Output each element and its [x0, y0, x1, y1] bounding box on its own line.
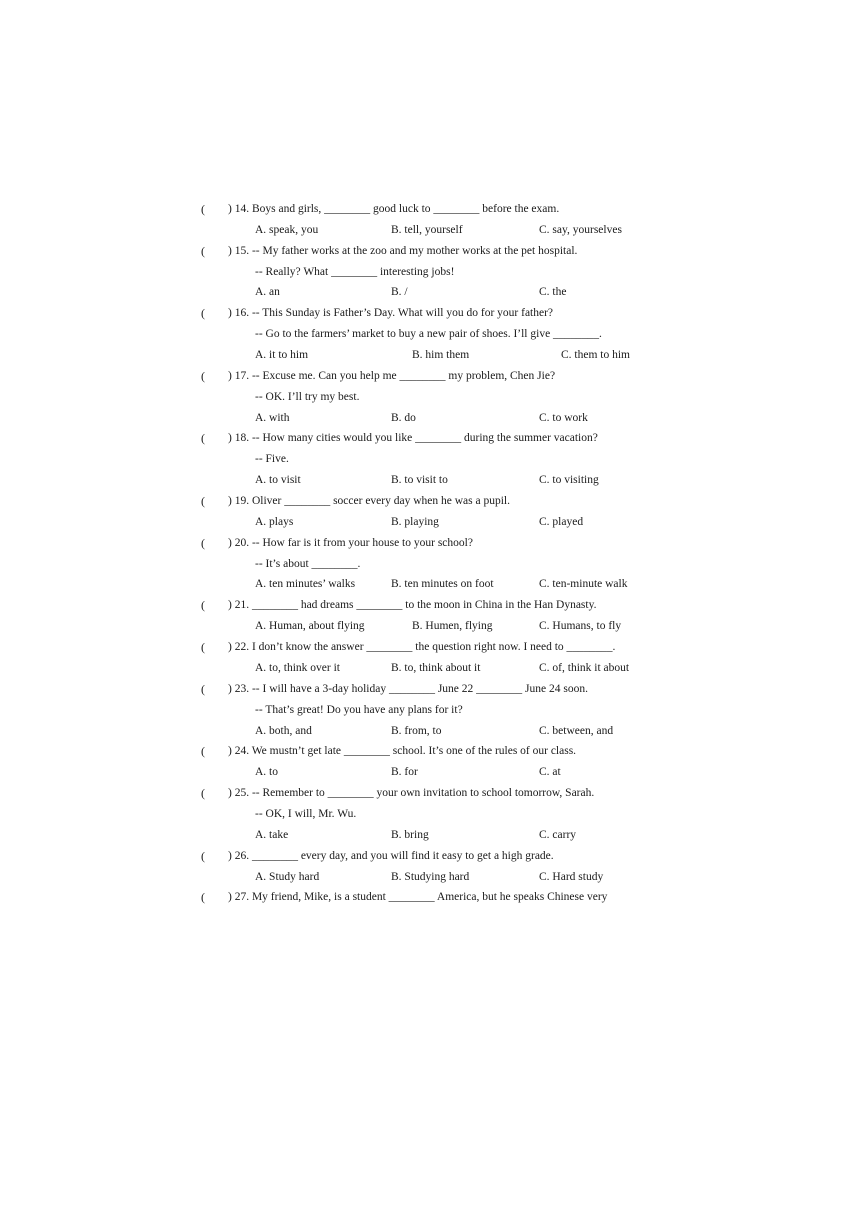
dialogue-line: -- OK, I will, Mr. Wu.: [255, 807, 357, 820]
answer-paren: (: [201, 306, 205, 321]
option-b: B. playing: [391, 515, 439, 528]
option-a: A. speak, you: [255, 223, 319, 236]
option-c: C. to visiting: [539, 474, 599, 487]
question-stem: ) 27. My friend, Mike, is a student ________ America, but he speaks Chinese very: [228, 891, 608, 904]
dialogue-line: -- That’s great! Do you have any plans for it?: [255, 703, 463, 716]
option-a: A. an: [255, 286, 280, 299]
option-a: A. to, think over it: [255, 661, 340, 674]
question-stem: ) 21. ________ had dreams ________ to the moon in China in the Han Dynasty.: [228, 599, 597, 612]
answer-paren: (: [201, 535, 205, 550]
option-b: B. do: [391, 411, 416, 424]
option-c: C. them to him: [561, 349, 630, 362]
answer-paren: (: [201, 494, 205, 509]
answer-paren: (: [201, 202, 205, 216]
option-a: A. Human, about flying: [255, 620, 365, 633]
question-stem: ) 23. -- I will have a 3-day holiday ________ June 22 ________ June 24 soon.: [228, 682, 588, 695]
option-a: A. to visit: [255, 474, 301, 487]
question-stem: ) 14. Boys and girls, ________ good luck to ________ before the exam.: [228, 203, 560, 215]
question-stem: ) 25. -- Remember to ________ your own invitation to school tomorrow, Sarah.: [228, 787, 595, 800]
answer-paren: (: [201, 786, 205, 801]
answer-paren: (: [201, 848, 205, 863]
option-c: C. between, and: [539, 724, 614, 737]
question-stem: ) 26. ________ every day, and you will find it easy to get a high grade.: [228, 849, 554, 862]
dialogue-line: -- OK. I’ll try my best.: [255, 390, 360, 403]
option-b: B. to, think about it: [391, 661, 481, 674]
question-stem: ) 24. We mustn’t get late ________ school. It’s one of the rules of our class.: [228, 745, 577, 758]
question-stem: ) 22. I don’t know the answer ________ the question right now. I need to ________.: [228, 641, 616, 654]
question-stem: ) 16. -- This Sunday is Father’s Day. What will you do for your father?: [228, 307, 554, 320]
option-c: C. to work: [539, 411, 588, 424]
option-a: A. both, and: [255, 724, 312, 737]
option-c: C. say, yourselves: [539, 223, 622, 236]
question-stem: ) 20. -- How far is it from your house to your school?: [228, 536, 473, 549]
option-c: C. the: [539, 286, 567, 299]
option-b: B. Humen, flying: [412, 620, 493, 633]
dialogue-line: -- Five.: [255, 453, 289, 466]
option-c: C. ten-minute walk: [539, 578, 628, 591]
option-b: B. from, to: [391, 724, 442, 737]
option-b: B. Studying hard: [391, 870, 470, 883]
option-c: C. at: [539, 766, 561, 779]
option-b: B. tell, yourself: [391, 223, 463, 236]
question-stem: ) 18. -- How many cities would you like ________ during the summer vacation?: [228, 432, 598, 445]
option-a: A. with: [255, 411, 290, 424]
option-b: B. bring: [391, 828, 429, 841]
answer-paren: (: [201, 890, 205, 905]
option-c: C. of, think it about: [539, 661, 630, 674]
option-b: B. him them: [412, 349, 470, 362]
question-stem: ) 19. Oliver ________ soccer every day when he was a pupil.: [228, 495, 510, 508]
answer-paren: (: [201, 598, 205, 613]
option-a: A. Study hard: [255, 870, 320, 883]
option-a: A. take: [255, 828, 289, 841]
option-a: A. to: [255, 766, 278, 779]
option-a: A. plays: [255, 515, 294, 528]
option-c: C. Humans, to fly: [539, 620, 622, 633]
option-b: B. /: [391, 286, 408, 299]
option-a: A. it to him: [255, 349, 309, 362]
dialogue-line: -- Go to the farmers’ market to buy a new pair of shoes. I’ll give ________.: [255, 328, 602, 341]
option-b: B. for: [391, 766, 418, 779]
option-b: B. ten minutes on foot: [391, 578, 494, 591]
answer-paren: (: [201, 744, 205, 759]
answer-paren: (: [201, 368, 205, 383]
dialogue-line: -- Really? What ________ interesting jobs!: [255, 265, 455, 278]
dialogue-line: -- It’s about ________.: [255, 557, 361, 570]
option-c: C. Hard study: [539, 870, 604, 883]
answer-paren: (: [201, 640, 205, 655]
option-c: C. carry: [539, 828, 577, 841]
question-stem: ) 15. -- My father works at the zoo and my mother works at the pet hospital.: [228, 244, 578, 257]
option-b: B. to visit to: [391, 474, 448, 487]
answer-paren: (: [201, 681, 205, 696]
answer-paren: (: [201, 431, 205, 446]
answer-paren: (: [201, 243, 205, 258]
option-c: C. played: [539, 515, 584, 528]
option-a: A. ten minutes’ walks: [255, 578, 356, 591]
question-stem: ) 17. -- Excuse me. Can you help me ________ my problem, Chen Jie?: [228, 369, 556, 382]
